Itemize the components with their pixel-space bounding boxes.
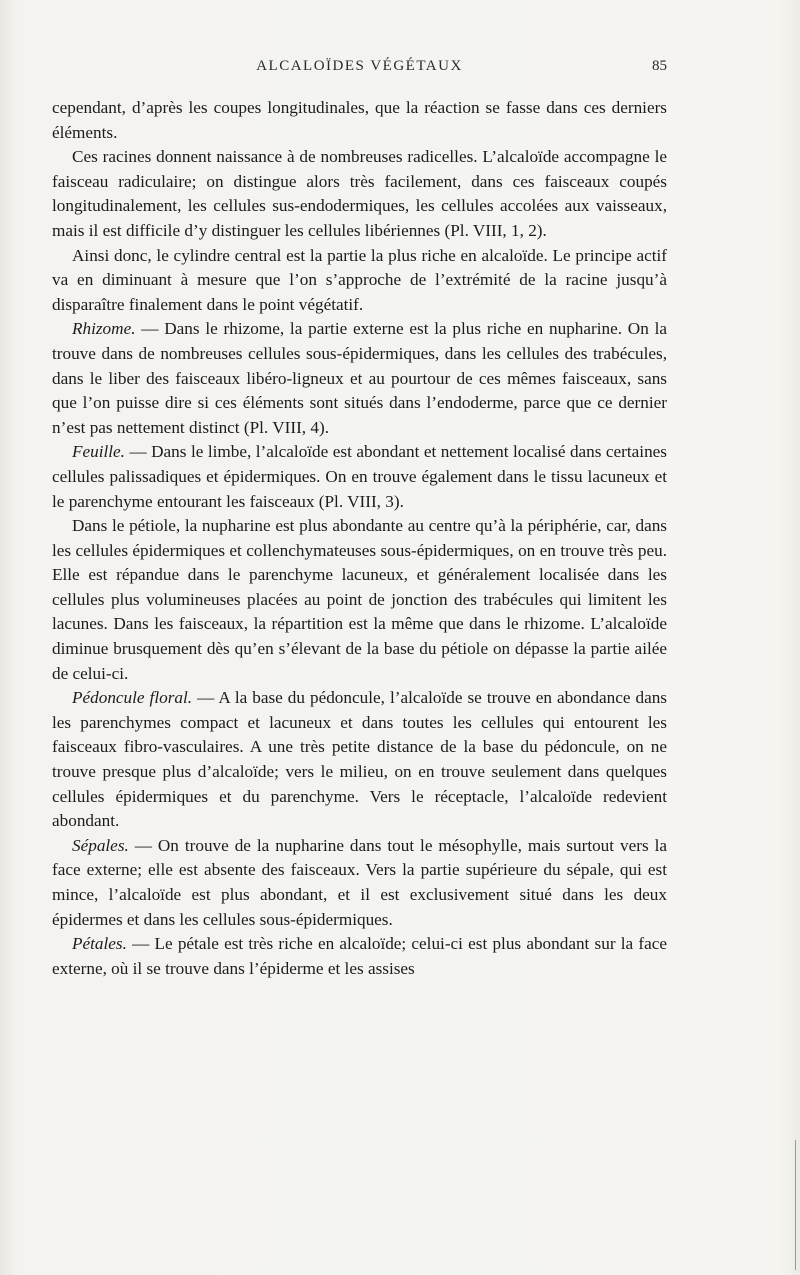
section-heading-sepales: Sépales. [72, 835, 129, 855]
paragraph-pedoncule: Pédoncule floral. — A la base du pédoncule, l’alcaloïde se trouve en abondance dans les parenchymes compact et lacuneux et dans toutes les cellules qui entourent les faisceaux fibro-vasculaires. A une très petite distance de la base du pédoncule, on ne trouve presque plus d’alcaloïde; vers le milieu, on en trouve seulement dans quelques cellules épidermiques et du parenchyme. Vers le réceptacle, l’alcaloïde redevient abondant. [52, 688, 667, 831]
section-heading-feuille: Feuille. [72, 442, 125, 462]
paragraph-feuille: Feuille. — Dans le limbe, l’alcaloïde est abondant et nettement localisé dans certaines cellules palissadiques et épidermiques. On en trouve également dans le tissu lacuneux et le parenchyme entourant les faisceaux (Pl. VIII, 3). [52, 442, 667, 511]
page-number: 85 [652, 58, 667, 74]
paragraph-rhizome: Rhizome. — Dans le rhizome, la partie externe est la plus riche en nupharine. On la trouve dans de nombreuses cellules sous-épidermiques, dans les cellules des trabécules, dans le liber des faisceaux libéro-ligneux et au pourtour de ces mêmes faisceaux, sans que l’on puisse dire si ces éléments sont situés dans l’endoderme, parce que ce dernier n’est pas nettement distinct (Pl. VIII, 4). [52, 319, 667, 437]
body-text [52, 96, 667, 981]
section-heading-pedoncule: Pédoncule floral. [72, 688, 193, 708]
paragraph-sepales: Sépales. — On trouve de la nupharine dans tout le mésophylle, mais surtout vers la face externe; elle est absente des faisceaux. Vers la partie supérieure du sépale, qui est mince, l’alcaloïde est plus abondant, et il est exclusivement situé dans les deux épidermes et dans les cellules sous-épidermiques. [52, 835, 667, 929]
section-heading-rhizome: Rhizome. [72, 319, 136, 339]
paragraph-petales: Pétales. — Le pétale est très riche en alcaloïde; celui-ci est plus abondant sur la face externe, où il se trouve dans l’épiderme et les assises [52, 934, 667, 978]
paragraph-continuation: cependant, d’après les coupes longitudinales, que la réaction se fasse dans ces derniers éléments. [52, 98, 667, 142]
paragraph-cylindre-central: Ainsi donc, le cylindre central est la partie la plus riche en alcaloïde. Le principe actif va en diminuant à mesure que l’on s’approche de l’extrémité de la racine jusqu’à disparaître finalement dans le point végétatif. [52, 245, 667, 314]
running-title: ALCALOÏDES VÉGÉTAUX [256, 58, 463, 74]
paragraph-radicelles: Ces racines donnent naissance à de nombreuses radicelles. L’alcaloïde accompagne le faisceau radiculaire; on distingue alors très facilement, dans ces faisceaux coupés longitudinalement, les cellules sus-endodermiques, les cellules accolées aux vaisseaux, mais il est difficile d’y distinguer les cellules libériennes (Pl. VIII, 1, 2). [52, 147, 667, 240]
paragraph-petiole: Dans le pétiole, la nupharine est plus abondante au centre qu’à la périphérie, car, dans les cellules épidermiques et collenchymateuses sous-épidermiques, on en trouve très peu. Elle est répandue dans le parenchyme lacuneux, et généralement localisée dans les cellules plus volumineuses placées au point de jonction des trabécules qui limitent les lacunes. Dans les faisceaux, la répartition est la même que dans le rhizome. L’alcaloïde diminue brusquement dès qu’en s’élevant de la base du pétiole on dépasse la partie ailée de celui-ci. [52, 516, 667, 683]
page-edge-line [795, 1140, 796, 1270]
page-header [52, 58, 667, 82]
section-heading-petales: Pétales. [72, 934, 127, 954]
